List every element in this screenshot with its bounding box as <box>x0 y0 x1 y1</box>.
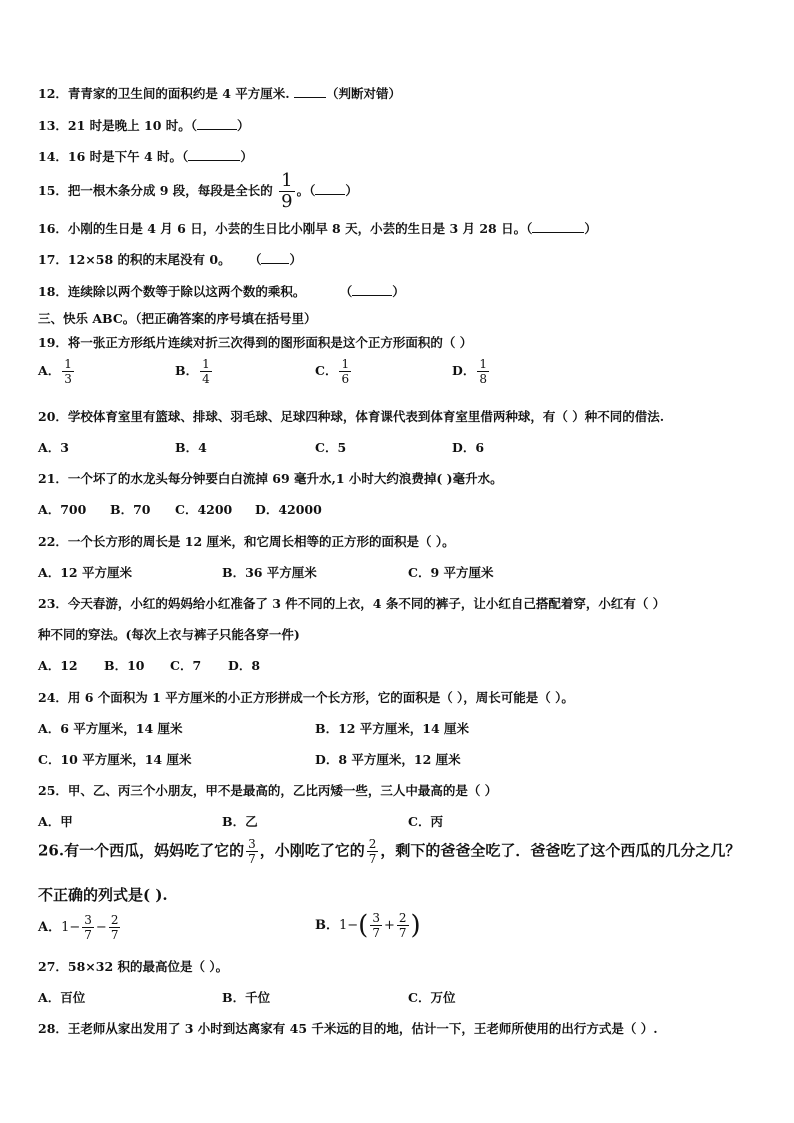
option-b[interactable] <box>315 912 421 939</box>
fraction <box>200 358 212 385</box>
option-a[interactable]: A．6 平方厘米，14 厘米 <box>38 721 183 736</box>
question-number: 27． <box>38 959 68 974</box>
question-21 <box>38 469 503 487</box>
question-27 <box>38 957 228 975</box>
question-12 <box>38 84 401 102</box>
option-a[interactable]: A．12 <box>38 658 78 673</box>
question-suffix: ） <box>237 118 250 133</box>
option-c[interactable]: C．9 平方厘米 <box>408 565 494 580</box>
question-22 <box>38 532 455 550</box>
option-label: C． <box>315 363 338 378</box>
option-b[interactable]: B．乙 <box>222 814 258 829</box>
option-c[interactable]: C．4200 <box>175 502 233 517</box>
option-c[interactable]: C．丙 <box>408 814 443 829</box>
fraction <box>370 912 382 939</box>
expression-part: − <box>95 920 107 935</box>
paren-open: （ <box>248 252 262 267</box>
question-suffix: 。（ <box>296 183 316 198</box>
question-suffix: ） <box>584 221 597 236</box>
numerator: 2 <box>110 913 119 927</box>
question-text: 16 时是下午 4 时。（ <box>67 149 189 164</box>
option-b[interactable]: B．4 <box>175 440 207 455</box>
option-c[interactable]: C．10 平方厘米，14 厘米 <box>38 752 192 767</box>
question-24 <box>38 688 574 706</box>
option-label: B． <box>175 363 199 378</box>
question-14 <box>38 147 253 165</box>
denominator: 4 <box>202 372 210 386</box>
option-c[interactable]: C．5 <box>315 440 347 455</box>
question-number: 20． <box>38 409 68 424</box>
option-d[interactable]: D．42000 <box>255 502 322 517</box>
denominator: 8 <box>479 372 487 386</box>
question-text: 12×58 的积的末尾没有 0。 <box>67 252 231 267</box>
right-paren: ) <box>410 910 421 941</box>
question-text: 把一根木条分成 9 段，每段是全长的 <box>67 183 273 198</box>
option-c[interactable]: C．万位 <box>408 990 456 1005</box>
question-26 <box>38 838 740 865</box>
numerator: 2 <box>398 911 407 925</box>
answer-blank[interactable] <box>261 252 289 264</box>
fraction <box>82 914 94 941</box>
question-text: 有一个西瓜，妈妈吃了它的 <box>64 841 245 860</box>
option-c[interactable]: C．7 <box>170 658 202 673</box>
option-a[interactable]: A．12 平方厘米 <box>38 565 132 580</box>
question-suffix: ） <box>289 252 302 267</box>
question-text: ，剩下的爸爸全吃了．爸爸吃了这个西瓜的几分之几？ <box>380 841 741 860</box>
expression-part: + <box>383 918 395 933</box>
answer-blank[interactable] <box>197 118 237 130</box>
question-23-continued: 种不同的穿法。(每次上衣与裤子只能各穿一件) <box>38 627 300 642</box>
question-number: 24． <box>38 690 68 705</box>
denominator: 7 <box>372 926 380 940</box>
question-text: 将一张正方形纸片连续对折三次得到的图形面积是这个正方形面积的（ ） <box>67 335 473 350</box>
fraction <box>367 838 379 865</box>
expression-part: 1− <box>61 920 81 935</box>
option-d[interactable]: D．8 平方厘米，12 厘米 <box>315 752 461 767</box>
question-text: 一个坏了的水龙头每分钟要白白流掉 69 毫升水,1 小时大约浪费掉( )毫升水。 <box>67 471 503 486</box>
left-paren: ( <box>358 910 369 941</box>
question-text: 小刚的生日是 4 月 6 日，小芸的生日比小刚早 8 天，小芸的生日是 3 月 28 日。（ <box>67 221 533 236</box>
question-text: 甲、乙、丙三个小朋友，甲不是最高的，乙比丙矮一些，三人中最高的是（ ） <box>67 783 498 798</box>
option-label: D． <box>452 363 476 378</box>
option-b[interactable]: B．千位 <box>222 990 271 1005</box>
fraction <box>279 172 294 211</box>
option-a[interactable] <box>38 914 122 941</box>
denominator: 7 <box>398 926 407 940</box>
question-text: 今天春游，小红的妈妈给小红准备了 3 件不同的上衣，4 条不同的裤子，让小红自己搭配着穿，小红有（ ） <box>67 596 666 611</box>
option-a[interactable]: A．3 <box>38 440 69 455</box>
question-text: ，小刚吃了它的 <box>259 841 365 860</box>
numerator: 2 <box>368 837 377 851</box>
numerator: 3 <box>248 837 256 851</box>
question-25 <box>38 781 497 799</box>
question-17 <box>38 250 302 268</box>
question-suffix: ） <box>345 183 358 198</box>
denominator: 6 <box>341 372 350 386</box>
question-suffix: （判断对错） <box>326 86 402 101</box>
numerator: 3 <box>84 913 92 927</box>
denominator: 3 <box>64 372 72 386</box>
answer-blank[interactable] <box>532 221 584 233</box>
denominator: 7 <box>110 928 119 942</box>
question-text: 青青家的卫生间的面积约是 4 平方厘米. <box>67 86 290 101</box>
question-28 <box>38 1019 658 1037</box>
question-text: 21 时是晚上 10 时。（ <box>67 118 198 133</box>
question-suffix: ） <box>392 284 405 299</box>
option-b[interactable]: B．10 <box>104 658 145 673</box>
fraction <box>339 358 351 385</box>
question-number: 13． <box>38 118 68 133</box>
option-b[interactable]: B．70 <box>110 502 151 517</box>
fraction <box>246 838 258 865</box>
question-text: 58×32 积的最高位是（ ）。 <box>67 959 229 974</box>
fraction <box>62 358 74 385</box>
answer-blank[interactable] <box>188 149 240 161</box>
question-26-continued: 不正确的列式是( ). <box>38 886 168 904</box>
question-number: 16． <box>38 221 68 236</box>
question-18 <box>38 282 405 300</box>
numerator: 1 <box>202 357 210 371</box>
question-13 <box>38 116 250 134</box>
option-d[interactable] <box>452 358 491 385</box>
numerator: 1 <box>64 357 72 371</box>
question-number: 17． <box>38 252 68 267</box>
option-d[interactable]: D．8 <box>228 658 261 673</box>
section-heading: 三、快乐 ABC。（把正确答案的序号填在括号里） <box>38 311 317 326</box>
question-number: 12． <box>38 86 68 101</box>
question-number: 21． <box>38 471 68 486</box>
answer-blank[interactable] <box>315 183 345 195</box>
numerator: 3 <box>372 911 380 925</box>
option-a[interactable] <box>38 358 76 385</box>
answer-blank[interactable] <box>352 284 392 296</box>
numerator: 1 <box>479 357 487 371</box>
question-23 <box>38 594 665 612</box>
question-19 <box>38 333 472 351</box>
question-number: 25． <box>38 783 68 798</box>
option-c[interactable] <box>315 358 353 385</box>
question-text: 学校体育室里有篮球、排球、羽毛球、足球四种球，体育课代表到体育室里借两种球，有（ ）种不同的借法. <box>67 409 665 424</box>
question-text: 王老师从家出发用了 3 小时到达离家有 45 千米远的目的地，估计一下，王老师所使用的出行方式是（ ）. <box>67 1021 658 1036</box>
option-a[interactable]: A．甲 <box>38 814 73 829</box>
fraction <box>397 912 409 939</box>
denominator: 7 <box>368 852 377 866</box>
question-number: 18． <box>38 284 68 299</box>
option-label: A． <box>38 920 62 935</box>
option-a[interactable]: A．百位 <box>38 990 86 1005</box>
option-label: A． <box>38 363 61 378</box>
option-b[interactable]: B．12 平方厘米，14 厘米 <box>315 721 470 736</box>
question-number: 22． <box>38 534 68 549</box>
question-number: 28． <box>38 1021 68 1036</box>
question-15 <box>38 172 358 211</box>
question-20 <box>38 407 664 425</box>
option-b[interactable] <box>175 358 214 385</box>
question-text: 连续除以两个数等于除以这两个数的乘积。 <box>67 284 306 299</box>
question-text: 一个长方形的周长是 12 厘米，和它周长相等的正方形的面积是（ ）。 <box>67 534 455 549</box>
question-number: 23． <box>38 596 68 611</box>
fraction <box>109 914 121 941</box>
question-number: 19． <box>38 335 68 350</box>
question-text: 用 6 个面积为 1 平方厘米的小正方形拼成一个长方形，它的面积是（ ），周长可能是（ ）。 <box>67 690 574 705</box>
question-number: 26. <box>38 841 65 860</box>
denominator: 7 <box>84 928 92 942</box>
paren-open: （ <box>339 284 353 299</box>
option-b[interactable]: B．36 平方厘米 <box>222 565 317 580</box>
expression-part: 1− <box>339 918 359 933</box>
option-a[interactable]: A．700 <box>38 502 87 517</box>
option-d[interactable]: D．6 <box>452 440 485 455</box>
fraction <box>477 358 489 385</box>
denominator: 7 <box>248 852 256 866</box>
denominator: 9 <box>281 191 293 212</box>
question-number: 14． <box>38 149 68 164</box>
numerator: 1 <box>341 357 350 371</box>
answer-blank[interactable] <box>294 86 326 98</box>
numerator: 1 <box>281 170 293 191</box>
option-label: B． <box>315 918 339 933</box>
question-number: 15． <box>38 183 68 198</box>
question-16 <box>38 219 597 237</box>
question-suffix: ） <box>240 149 253 164</box>
